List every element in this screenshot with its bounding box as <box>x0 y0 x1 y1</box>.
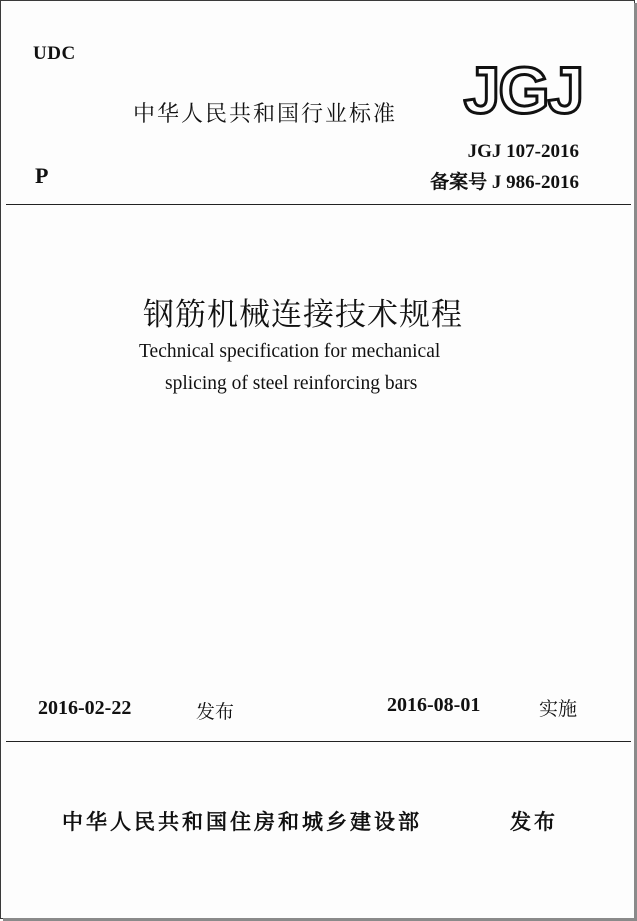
top-divider <box>6 204 631 205</box>
bottom-divider <box>6 741 631 742</box>
jgj-logo <box>463 58 583 120</box>
issue-label: 发布 <box>196 701 235 723</box>
category-code: P <box>35 163 49 188</box>
title-english-line2: splicing of steel reinforcing bars <box>165 373 418 394</box>
implementation-date: 2016-08-01 <box>387 694 481 716</box>
title-chinese: 钢筋机械连接技术规程 <box>143 297 463 333</box>
jgj-logo-text: JGJ <box>463 58 583 120</box>
industry-standard-heading: 中华人民共和国行业标准 <box>133 102 398 127</box>
standard-number: JGJ 107-2016 <box>467 141 579 162</box>
record-number: 备案号 J 986-2016 <box>430 172 579 193</box>
title-english-line1: Technical specification for mechanical <box>139 341 441 362</box>
issuer-label: 发布 <box>510 810 558 834</box>
udc-label: UDC <box>33 43 76 64</box>
issuing-authority: 中华人民共和国住房和城乡建设部 <box>62 810 422 834</box>
implementation-label: 实施 <box>539 698 578 720</box>
issue-date: 2016-02-22 <box>38 697 132 719</box>
